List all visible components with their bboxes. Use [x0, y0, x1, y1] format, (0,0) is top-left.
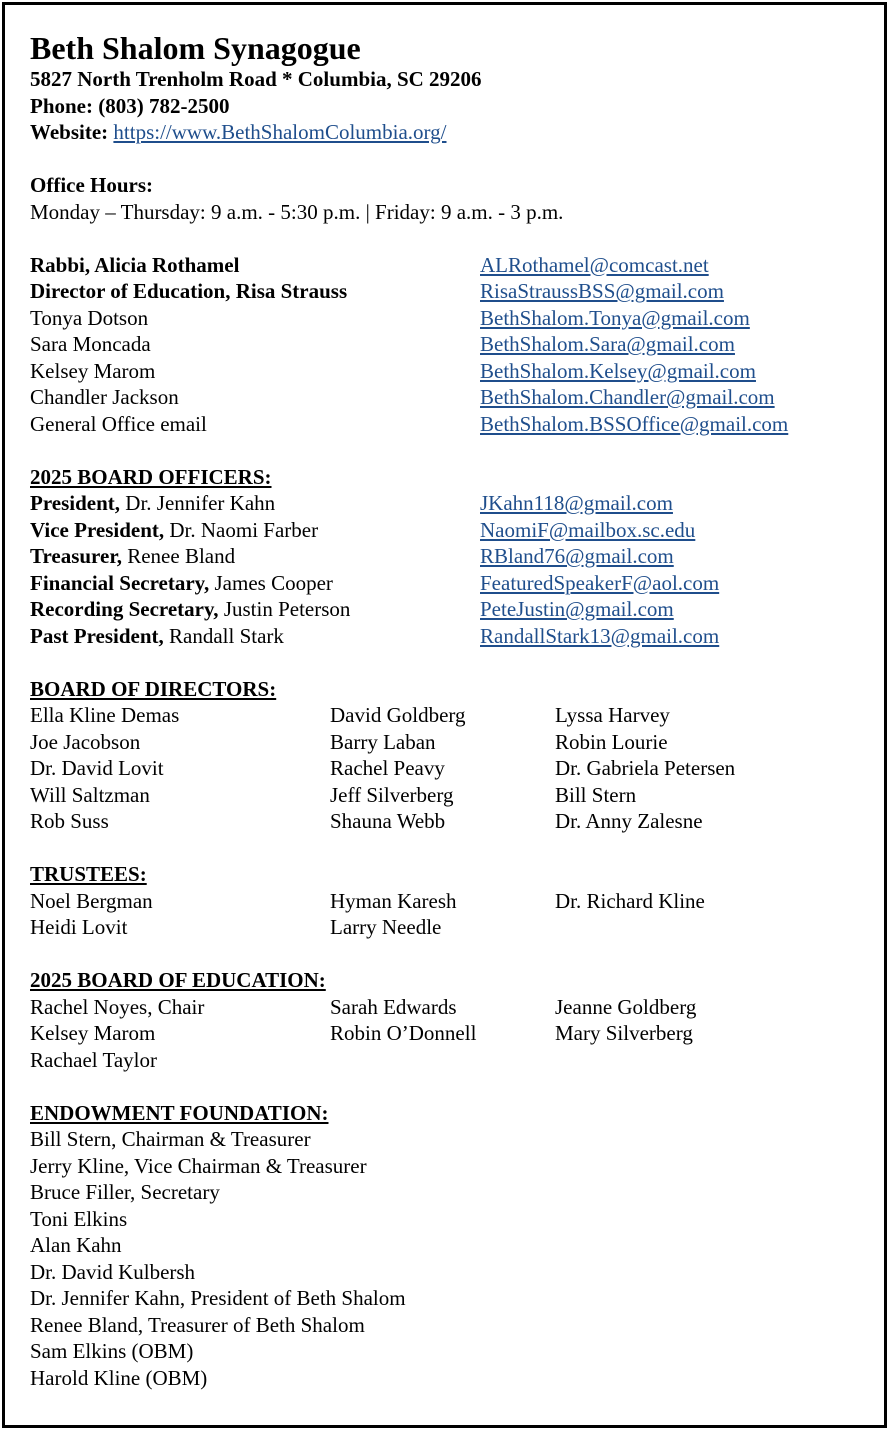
section-heading: 2025 BOARD OF EDUCATION: [30, 968, 326, 992]
board-of-education-section [30, 967, 870, 1073]
education-member: Rachael Taylor [30, 1047, 158, 1072]
trustee-name: Hyman Karesh [330, 888, 457, 913]
website-line [30, 119, 870, 146]
officer-name: Randall Stark [169, 623, 284, 648]
officer-role: Treasurer, [30, 544, 122, 568]
directors-row [30, 702, 870, 729]
staff-row [30, 384, 870, 411]
phone-number: (803) 782-2500 [98, 93, 230, 118]
directors-row [30, 729, 870, 756]
endowment-section [30, 1100, 870, 1392]
staff-name: Sara Moncada [30, 332, 151, 356]
trustee-name: Dr. Richard Kline [555, 888, 705, 913]
staff-list [30, 252, 870, 438]
staff-row [30, 331, 870, 358]
director-name: Rachel Peavy [330, 756, 445, 780]
staff-name: General Office email [30, 411, 207, 436]
education-member [330, 1047, 555, 1074]
director-name: Bill Stern [555, 782, 637, 807]
director-name: Dr. Anny Zalesne [555, 809, 703, 833]
officer-name: Renee Bland [127, 544, 236, 568]
office-hours-text: Monday – Thursday: 9 a.m. - 5:30 p.m. | Friday: 9 a.m. - 3 p.m. [30, 199, 564, 224]
officer-name: James Cooper [214, 570, 333, 595]
education-row [30, 1047, 870, 1074]
page-border [2, 2, 887, 1428]
section-heading: 2025 BOARD OFFICERS: [30, 464, 272, 489]
office-hours-label: Office Hours: [30, 173, 154, 197]
education-row [30, 994, 870, 1021]
director-name: Ella Kline Demas [30, 703, 180, 727]
education-member: Robin O’Donnell [330, 1021, 477, 1045]
staff-row [30, 278, 870, 305]
officer-role: Vice President, [30, 517, 165, 542]
staff-email[interactable]: BethShalom.Kelsey@gmail.com [480, 358, 756, 383]
endowment-member: Renee Bland, Treasurer of Beth Shalom [30, 1312, 365, 1337]
director-name: Shauna Webb [330, 809, 446, 833]
officer-role: Financial Secretary, [30, 570, 210, 595]
phone-label: Phone: [30, 93, 93, 118]
officer-row [30, 596, 870, 623]
endowment-member: Dr. David Kulbersh [30, 1259, 196, 1284]
trustee-name: Noel Bergman [30, 888, 153, 913]
website-label: Website: [30, 120, 109, 144]
staff-email[interactable]: BethShalom.BSSOffice@gmail.com [480, 411, 789, 436]
endowment-member: Sam Elkins (OBM) [30, 1339, 194, 1363]
endowment-member: Jerry Kline, Vice Chairman & Treasurer [30, 1153, 367, 1178]
page-title: Beth Shalom Synagogue [30, 30, 361, 66]
trustees-row [30, 888, 870, 915]
directors-row [30, 782, 870, 809]
staff-name: Tonya Dotson [30, 305, 149, 330]
endowment-member: Bruce Filler, Secretary [30, 1180, 220, 1204]
endowment-member: Dr. Jennifer Kahn, President of Beth Shalom [30, 1286, 406, 1310]
staff-email[interactable]: RisaStraussBSS@gmail.com [480, 279, 724, 303]
directors-row [30, 755, 870, 782]
director-name: Lyssa Harvey [555, 703, 670, 727]
officer-row [30, 490, 870, 517]
trustee-name: Heidi Lovit [30, 915, 128, 939]
staff-row [30, 305, 870, 332]
education-member: Mary Silverberg [555, 1021, 693, 1045]
staff-row [30, 411, 870, 438]
staff-email[interactable]: BethShalom.Sara@gmail.com [480, 332, 735, 356]
officer-email[interactable]: NaomiF@mailbox.sc.edu [480, 517, 696, 542]
officer-role: President, [30, 491, 121, 515]
officer-email[interactable]: RandallStark13@gmail.com [480, 623, 720, 648]
officer-name: Justin Peterson [223, 597, 351, 621]
phone-line [30, 93, 870, 120]
staff-email[interactable]: BethShalom.Chandler@gmail.com [480, 385, 775, 409]
education-member: Sarah Edwards [330, 994, 457, 1019]
education-member: Rachel Noyes, Chair [30, 994, 205, 1019]
education-row [30, 1020, 870, 1047]
staff-row [30, 252, 870, 279]
director-name: Dr. David Lovit [30, 756, 164, 780]
director-name: Joe Jacobson [30, 729, 141, 754]
staff-email[interactable]: BethShalom.Tonya@gmail.com [480, 305, 750, 330]
officer-row [30, 623, 870, 650]
staff-name: Director of Education, Risa Strauss [30, 279, 348, 303]
education-member: Kelsey Marom [30, 1021, 156, 1045]
officer-row [30, 543, 870, 570]
endowment-member: Harold Kline (OBM) [30, 1365, 208, 1390]
board-officers-section [30, 464, 870, 650]
officer-row [30, 517, 870, 544]
officer-email[interactable]: PeteJustin@gmail.com [480, 597, 674, 621]
section-heading: ENDOWMENT FOUNDATION: [30, 1100, 329, 1125]
education-member: Jeanne Goldberg [555, 994, 697, 1019]
director-name: Dr. Gabriela Petersen [555, 756, 736, 780]
officer-role: Past President, [30, 623, 164, 648]
officer-name: Dr. Naomi Farber [169, 517, 319, 542]
address: 5827 North Trenholm Road * Columbia, SC 29206 [30, 67, 482, 91]
director-name: Rob Suss [30, 809, 109, 833]
officer-email[interactable]: RBland76@gmail.com [480, 544, 674, 568]
director-name: David Goldberg [330, 703, 466, 727]
endowment-member: Alan Kahn [30, 1233, 122, 1257]
section-heading: BOARD OF DIRECTORS: [30, 676, 277, 701]
directors-row [30, 808, 870, 835]
officer-name: Dr. Jennifer Kahn [125, 491, 276, 515]
website-link[interactable]: https://www.BethShalomColumbia.org/ [113, 120, 447, 144]
director-name: Jeff Silverberg [330, 782, 454, 807]
staff-name: Kelsey Marom [30, 358, 156, 383]
board-of-directors-section [30, 676, 870, 835]
staff-name: Rabbi, Alicia Rothamel [30, 252, 240, 277]
staff-email[interactable]: ALRothamel@comcast.net [480, 252, 709, 277]
officer-role: Recording Secretary, [30, 597, 219, 621]
director-name: Will Saltzman [30, 782, 150, 807]
endowment-member: Toni Elkins [30, 1206, 128, 1231]
document-body [30, 30, 870, 1391]
staff-row [30, 358, 870, 385]
trustee-name: Larry Needle [330, 915, 442, 939]
director-name: Barry Laban [330, 729, 436, 754]
officer-email[interactable]: FeaturedSpeakerF@aol.com [480, 570, 720, 595]
staff-name: Chandler Jackson [30, 385, 179, 409]
trustees-row [30, 914, 870, 941]
section-heading: TRUSTEES: [30, 862, 147, 886]
officer-email[interactable]: JKahn118@gmail.com [480, 491, 673, 515]
officer-row [30, 570, 870, 597]
trustees-section [30, 861, 870, 941]
director-name: Robin Lourie [555, 729, 668, 754]
endowment-member: Bill Stern, Chairman & Treasurer [30, 1127, 311, 1151]
